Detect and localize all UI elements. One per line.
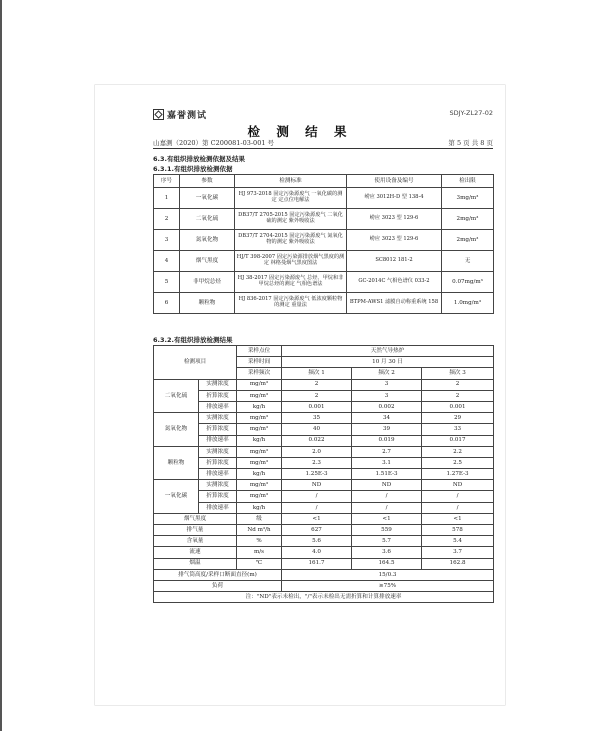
table-cell: 5.7 — [352, 536, 422, 547]
header-rule — [153, 148, 493, 149]
table-cell: 3.1 — [352, 457, 422, 468]
table-cell: SC8012 181-2 — [347, 251, 442, 272]
table-cell: 33 — [422, 424, 494, 435]
table-cell: BTPM-AWS1 滤膜自动称重系统 158 — [347, 293, 442, 314]
results-table — [153, 345, 494, 603]
table-cell: ℃ — [237, 558, 282, 569]
table-cell: 5.4 — [422, 536, 494, 547]
table-cell: 3 — [352, 379, 422, 390]
table-row — [154, 547, 494, 558]
table-cell: 崂应 3012H-D 型 138-4 — [347, 188, 442, 209]
table-cell: 1.27E-3 — [422, 469, 494, 480]
table-cell: <1 — [422, 513, 494, 524]
item-label: 检测项目 — [154, 346, 237, 380]
scan-left-edge — [0, 0, 2, 731]
table-cell: 2.3 — [282, 457, 352, 468]
col-header: 使用设备及编号 — [347, 175, 442, 188]
col-header: 序号 — [154, 175, 180, 188]
table-cell: 29 — [422, 413, 494, 424]
table-cell: ND — [352, 480, 422, 491]
group-label: 一氧化碳 — [154, 480, 199, 514]
table-cell: mg/m³ — [237, 446, 282, 457]
table-row — [154, 413, 494, 424]
table-cell: 5.6 — [282, 536, 352, 547]
table-row — [154, 502, 494, 513]
table-cell: HJ/T 398-2007 固定污染源排放烟气黑度的测定 林格曼烟气黑度图法 — [235, 251, 347, 272]
results-single-rows — [154, 513, 494, 569]
table-row — [154, 188, 494, 209]
table-cell: / — [352, 491, 422, 502]
table-cell: 0.07mg/m³ — [442, 272, 494, 293]
table-cell: <1 — [352, 513, 422, 524]
table-row — [154, 536, 494, 547]
table-cell: mg/m³ — [237, 457, 282, 468]
table-cell: 2 — [282, 379, 352, 390]
table-row — [154, 390, 494, 401]
table-row — [154, 293, 494, 314]
table-cell: kg/h — [237, 502, 282, 513]
table-cell: 氮氧化物 — [180, 230, 235, 251]
table-cell: / — [282, 491, 352, 502]
table-cell: 0.022 — [282, 435, 352, 446]
subsection-heading-basis: 6.3.1.有组织排放检测依据 — [153, 165, 233, 173]
table-cell: mg/m³ — [237, 379, 282, 390]
table-row — [154, 580, 494, 591]
table-cell: mg/m³ — [237, 424, 282, 435]
table-cell: Nd m³/h — [237, 525, 282, 536]
col-header: 参数 — [180, 175, 235, 188]
group-label: 氮氧化物 — [154, 413, 199, 447]
table-cell: / — [422, 491, 494, 502]
table-cell: 1.0mg/m³ — [442, 293, 494, 314]
table-row — [154, 272, 494, 293]
table-cell: 3.7 — [422, 547, 494, 558]
table-row — [154, 230, 494, 251]
table-cell: 频次 1 — [282, 368, 352, 379]
table-cell: 2mg/m³ — [442, 209, 494, 230]
table-cell: 2.7 — [352, 446, 422, 457]
table-cell: 34 — [352, 413, 422, 424]
table-cell: mg/m³ — [237, 390, 282, 401]
table-cell: 0.001 — [422, 401, 494, 412]
table-cell: 流速 — [154, 547, 237, 558]
table-cell: 级 — [237, 513, 282, 524]
table-cell: 折算浓度 — [199, 390, 237, 401]
table-cell: 161.7 — [282, 558, 352, 569]
table-cell: 采样频次 — [237, 368, 282, 379]
table-row — [154, 401, 494, 412]
table-cell: 4.0 — [282, 547, 352, 558]
table-cell: kg/h — [237, 401, 282, 412]
table-cell: <1 — [282, 513, 352, 524]
table-cell: 2 — [422, 390, 494, 401]
table-cell: 实测浓度 — [199, 413, 237, 424]
table-cell: 实测浓度 — [199, 446, 237, 457]
document-page — [95, 85, 505, 705]
table-cell: 排放速率 — [199, 435, 237, 446]
table-cell: mg/m³ — [237, 491, 282, 502]
table-cell: kg/h — [237, 469, 282, 480]
table-cell: 颗粒物 — [180, 293, 235, 314]
table-cell: 3mg/m³ — [442, 188, 494, 209]
section-heading: 6.3.有组织排放检测依据及结果 — [153, 155, 245, 163]
table-cell: 0.017 — [422, 435, 494, 446]
table-cell: 实测浓度 — [199, 379, 237, 390]
table-cell: 天然气导热炉 — [282, 346, 494, 357]
table-cell: 2 — [422, 379, 494, 390]
table-row — [154, 513, 494, 524]
table-cell: 5 — [154, 272, 180, 293]
table-cell: 折算浓度 — [199, 457, 237, 468]
table-cell: 采样时间 — [237, 357, 282, 368]
table-cell: DB37/T 2705-2015 固定污染源废气 二氧化硫的测定 紫外吸收法 — [235, 209, 347, 230]
table-cell: 烟温 — [154, 558, 237, 569]
table-cell: 烟气黑度 — [154, 513, 237, 524]
table-cell: 4 — [154, 251, 180, 272]
table-row — [154, 558, 494, 569]
table-row — [154, 469, 494, 480]
table-cell: 35 — [282, 413, 352, 424]
table-note: 注："ND"表示未检出，"/"表示未检出无需折算和计算排放速率 — [154, 592, 494, 603]
table-cell: HJ 836-2017 固定污染源废气 低浓度颗粒物的测定 重量法 — [235, 293, 347, 314]
table-cell: 0.019 — [352, 435, 422, 446]
table-row — [154, 251, 494, 272]
table-row — [154, 424, 494, 435]
table-cell: / — [422, 502, 494, 513]
table-cell: / — [352, 502, 422, 513]
logo-icon — [153, 109, 164, 120]
page-title: 检 测 结 果 — [247, 124, 353, 139]
table-cell: 折算浓度 — [199, 491, 237, 502]
table-cell: 39 — [352, 424, 422, 435]
table-cell: 无 — [442, 251, 494, 272]
table-cell: 频次 3 — [422, 368, 494, 379]
page-info: 第 5 页 共 8 页 — [448, 139, 493, 147]
table-cell: 3.6 — [352, 547, 422, 558]
table-cell: 负荷 — [154, 580, 282, 591]
table-cell: 6 — [154, 293, 180, 314]
table-cell: ND — [422, 480, 494, 491]
table-cell: 1 — [154, 188, 180, 209]
basis-table-header — [154, 175, 494, 188]
table-cell: mg/m³ — [237, 413, 282, 424]
table-cell: 2 — [154, 209, 180, 230]
table-cell: 2 — [282, 390, 352, 401]
col-header: 检出限 — [442, 175, 494, 188]
table-row — [154, 346, 494, 357]
table-cell: 627 — [282, 525, 352, 536]
table-cell: 164.5 — [352, 558, 422, 569]
table-cell: 2mg/m³ — [442, 230, 494, 251]
table-row — [154, 592, 494, 603]
table-cell: 崂应 3023 型 129-6 — [347, 209, 442, 230]
table-cell: 采样点位 — [237, 346, 282, 357]
table-cell: 折算浓度 — [199, 424, 237, 435]
table-cell: 排气量 — [154, 525, 237, 536]
table-row — [154, 446, 494, 457]
subsection-heading-results: 6.3.2.有组织排放检测结果 — [153, 336, 233, 344]
doc-id: SDJY-ZL27-02 — [449, 109, 493, 117]
table-cell: DB37/T 2704-2015 固定污染源废气 氮氧化物的测定 紫外吸收法 — [235, 230, 347, 251]
table-cell: 含氧量 — [154, 536, 237, 547]
table-cell: 排气筒高度/采样口断面直径(m) — [154, 569, 282, 580]
table-cell: 实测浓度 — [199, 480, 237, 491]
report-number: 山嘉测（2020）第 C200081-03-001 号 — [153, 139, 275, 147]
table-cell: 2.5 — [422, 457, 494, 468]
table-cell: 559 — [352, 525, 422, 536]
table-row — [154, 435, 494, 446]
table-cell: 排放速率 — [199, 401, 237, 412]
table-cell: 烟气黑度 — [180, 251, 235, 272]
group-label: 二氧化硫 — [154, 379, 199, 413]
table-row — [154, 209, 494, 230]
table-row — [154, 569, 494, 580]
table-row — [154, 457, 494, 468]
table-row — [154, 480, 494, 491]
table-cell: HJ 973-2018 固定污染源废气 一氧化碳的测定 定点位电解法 — [235, 188, 347, 209]
table-row — [154, 379, 494, 390]
table-cell: 二氧化硫 — [180, 209, 235, 230]
table-cell: 40 — [282, 424, 352, 435]
table-cell: % — [237, 536, 282, 547]
table-cell: 排放速率 — [199, 502, 237, 513]
table-cell: 1.51E-3 — [352, 469, 422, 480]
table-cell: 非甲烷总烃 — [180, 272, 235, 293]
table-cell: 15/0.3 — [282, 569, 494, 580]
table-cell: GC-2014C 气相色谱仪 033-2 — [347, 272, 442, 293]
table-cell: HJ 38-2017 固定污染源废气 总烃、甲烷和非甲烷总烃的测定 气相色谱法 — [235, 272, 347, 293]
table-cell: 578 — [422, 525, 494, 536]
table-row — [154, 491, 494, 502]
table-cell: 3 — [154, 230, 180, 251]
table-cell: 1.25E-3 — [282, 469, 352, 480]
table-cell: 一氧化碳 — [180, 188, 235, 209]
logo-text: 嘉誉测试 — [167, 111, 208, 121]
table-cell: 0.002 — [352, 401, 422, 412]
results-groups — [154, 379, 494, 513]
group-label: 颗粒物 — [154, 446, 199, 480]
table-cell: 排放速率 — [199, 469, 237, 480]
table-cell: ND — [282, 480, 352, 491]
table-cell: kg/h — [237, 435, 282, 446]
company-logo — [153, 108, 207, 121]
table-cell: 崂应 3023 型 129-6 — [347, 230, 442, 251]
table-cell: mg/m³ — [237, 480, 282, 491]
table-cell: 3 — [352, 390, 422, 401]
table-row — [154, 525, 494, 536]
table-cell: ≥75% — [282, 580, 494, 591]
basis-table — [153, 174, 494, 314]
table-cell: / — [282, 502, 352, 513]
table-cell: 162.8 — [422, 558, 494, 569]
report-meta — [153, 138, 493, 148]
table-cell: 2.0 — [282, 446, 352, 457]
table-cell: 2.2 — [422, 446, 494, 457]
table-cell: 0.001 — [282, 401, 352, 412]
table-cell: 10 月 30 日 — [282, 357, 494, 368]
table-cell: 频次 2 — [352, 368, 422, 379]
col-header: 检测标准 — [235, 175, 347, 188]
table-cell: m/s — [237, 547, 282, 558]
